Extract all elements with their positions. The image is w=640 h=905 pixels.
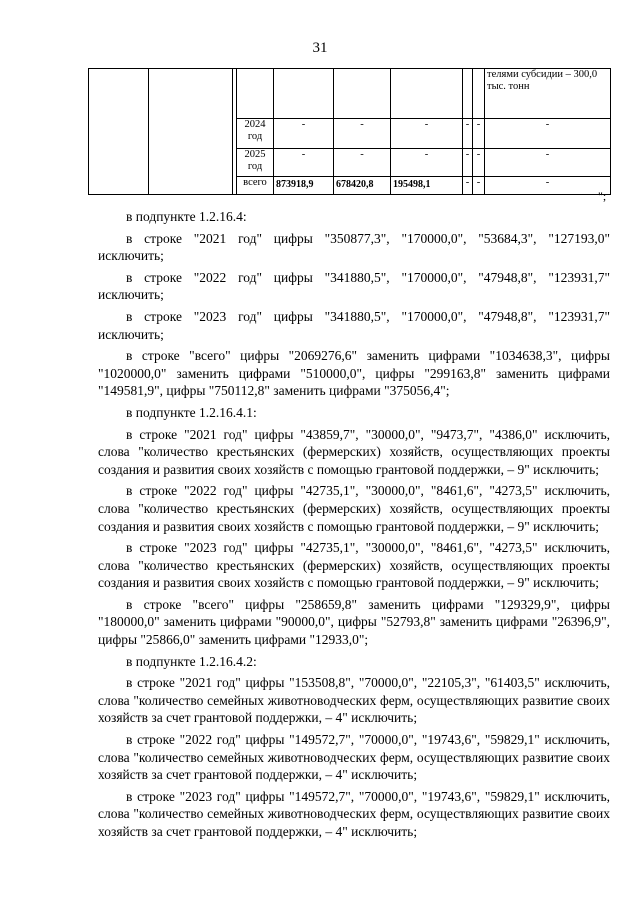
paragraph: в строке "2023 год" цифры "149572,7", "70000,0", "19743,6", "59829,1" исключить, слова "количество семейных животноводческих ферм, осуществляющих развитие своих хозяйств за счет грантовой поддержки, – 4" исключить; <box>98 788 610 839</box>
table-cell: - <box>274 149 334 177</box>
subsidy-table-fragment <box>88 68 611 195</box>
paragraph: в строке "2021 год" цифры "153508,8", "70000,0", "22105,3", "61403,5" исключить, слова "количество семейных животноводческих ферм, осуществляющих развитие своих хозяйств за счет грантовой поддержки, – 4" исключить; <box>98 675 610 726</box>
table-cell <box>274 69 334 119</box>
paragraph: в строке "всего" цифры "258659,8" заменить цифрами "129329,9", цифры "180000,0" заменить цифрами "90000,0", цифры "52793,8" заменить цифрами "26396,9", цифры "25866,0" заменить цифрами "12933,0"; <box>98 596 610 648</box>
table-cell: - <box>485 119 611 149</box>
table-cell: - <box>473 119 485 149</box>
year-cell: 2025 год <box>237 149 274 177</box>
table-cell: - <box>485 177 611 195</box>
page-number: 31 <box>312 40 328 56</box>
total-cell: 678420,8 <box>334 177 391 195</box>
table-cell: - <box>334 149 391 177</box>
table-cell <box>463 69 473 119</box>
table-cell <box>149 69 233 195</box>
table-cell: - <box>473 149 485 177</box>
table-cell: - <box>274 119 334 149</box>
table-cell: - <box>463 119 473 149</box>
total-cell: 195498,1 <box>391 177 463 195</box>
paragraph: в строке "всего" цифры "2069276,6" заменить цифрами "1034638,3", цифры "1020000,0" заменить цифрами "510000,0", цифры "299163,8" заменить цифрами "149581,9", цифры "750112,8" заменить цифрами "375056,4"; <box>98 348 610 399</box>
table-cell: - <box>391 119 463 149</box>
table-cell: - <box>463 149 473 177</box>
table-cell <box>391 69 463 119</box>
paragraph: в строке "2022 год" цифры "341880,5", "170000,0", "47948,8", "123931,7" исключить; <box>98 269 610 303</box>
table-cell: - <box>463 177 473 195</box>
year-cell: всего <box>237 177 274 195</box>
paragraph: в строке "2022 год" цифры "42735,1", "30000,0", "8461,6", "4273,5" исключить, слова "количество крестьянских (фермерских) хозяйств, осуществляющих проекты создания и развития своих хозяйств с помощью грантовой поддержки, – 9" исключить; <box>98 483 610 534</box>
table-cell <box>89 69 149 195</box>
table-cell: - <box>473 177 485 195</box>
table-cell <box>237 69 274 119</box>
table-row <box>89 69 611 119</box>
paragraph: в строке "2022 год" цифры "149572,7", "70000,0", "19743,6", "59829,1" исключить, слова "количество семейных животноводческих ферм, осуществляющих развитие своих хозяйств за счет грантовой поддержки, – 4" исключить; <box>98 732 610 783</box>
document-body <box>98 208 610 841</box>
table-cell: - <box>391 149 463 177</box>
table-cell: - <box>334 119 391 149</box>
total-cell: 873918,9 <box>274 177 334 195</box>
paragraph: в подпункте 1.2.16.4.2: <box>126 653 257 669</box>
year-cell: 2024 год <box>237 119 274 149</box>
carry-over-cell: телями субсидии – 300,0 тыс. тонн <box>485 69 611 119</box>
paragraph: в строке "2021 год" цифры "43859,7", "30000,0", "9473,7", "4386,0" исключить, слова "количество крестьянских (фермерских) хозяйств, осуществляющих проекты создания и развития своих хозяйств с помощью грантовой поддержки, – 9" исключить; <box>98 426 610 477</box>
table-cell <box>473 69 485 119</box>
paragraph: в подпункте 1.2.16.4: <box>126 209 247 224</box>
paragraph: в строке "2023 год" цифры "341880,5", "170000,0", "47948,8", "123931,7" исключить; <box>98 308 610 342</box>
table-cell: - <box>485 149 611 177</box>
paragraph: в подпункте 1.2.16.4.1: <box>126 404 257 420</box>
paragraph: в строке "2023 год" цифры "42735,1", "30000,0", "8461,6", "4273,5" исключить, слова "количество крестьянских (фермерских) хозяйств, осуществляющих проекты создания и развития своих хозяйств с помощью грантовой поддержки, – 9" исключить; <box>98 540 610 591</box>
closing-quote-mark: "; <box>598 189 607 203</box>
paragraph: в строке "2021 год" цифры "350877,3", "170000,0", "53684,3", "127193,0" исключить; <box>98 230 610 264</box>
table-cell <box>334 69 391 119</box>
